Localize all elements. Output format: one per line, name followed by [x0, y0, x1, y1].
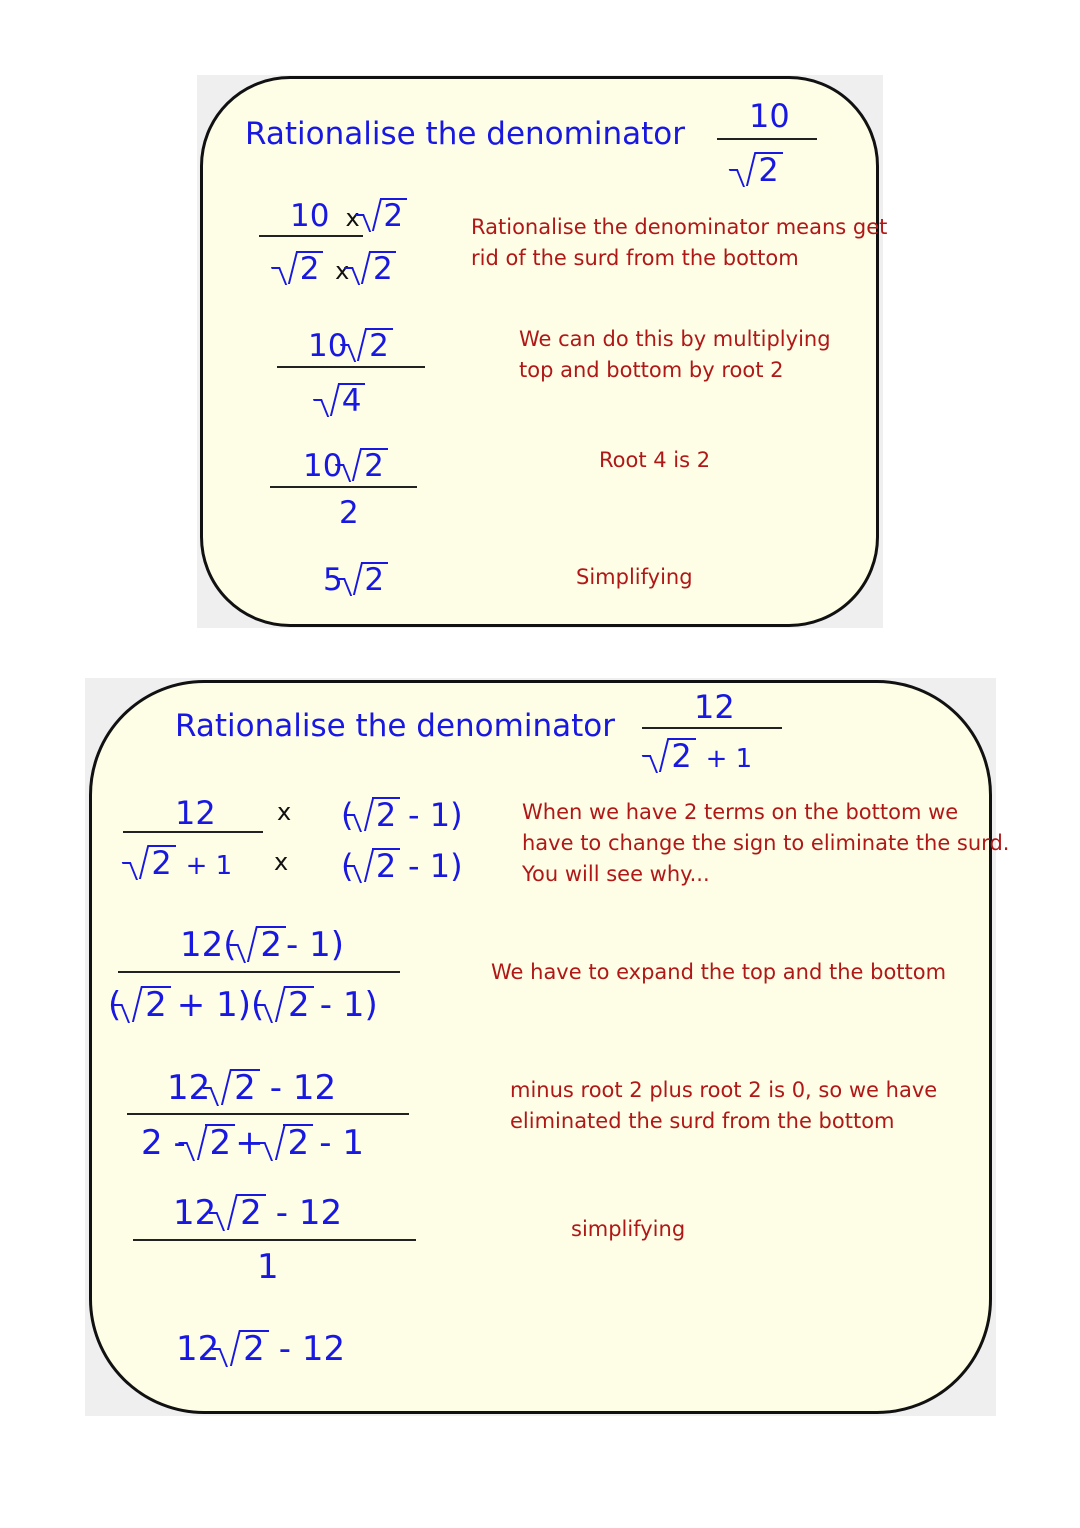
example-2-title: Rationalise the denominator [175, 708, 615, 744]
ex2-step4-denominator: 1 [257, 1247, 279, 1287]
ex1-problem-denominator: 2 [736, 152, 783, 188]
ex2-step1-multiplier-top: ( 2 - 1) [341, 796, 463, 834]
ex2-step1-multiplier-bottom: ( 2 - 1) [341, 847, 463, 885]
ex1-note-1a: Rationalise the denominator means get [471, 215, 888, 239]
ex1-note-4: Simplifying [576, 565, 693, 589]
ex2-step2-denominator: ( 2 + 1)( 2 - 1) [108, 985, 378, 1025]
ex1-note-2a: We can do this by multiplying [519, 327, 831, 351]
ex2-step1-times-bottom: x [274, 848, 289, 876]
ex2-step1-denominator: 2 + 1 [129, 845, 232, 881]
ex2-problem-bar [642, 727, 782, 729]
ex1-step2-denominator: 4 [320, 383, 365, 418]
ex2-step1-times-top: x [277, 798, 292, 826]
ex2-note-1a: When we have 2 terms on the bottom we [522, 800, 959, 824]
ex1-note-3: Root 4 is 2 [599, 448, 711, 472]
ex1-note-1b: rid of the surd from the bottom [471, 246, 799, 270]
ex1-step1-numerator: 10 x 2 [290, 198, 407, 233]
ex1-step2-numerator: 10 2 [308, 328, 393, 363]
ex2-step4-numerator: 12 2 - 12 [173, 1193, 343, 1233]
ex2-note-3b: eliminated the surd from the bottom [510, 1109, 895, 1133]
ex1-step1-denominator: 2 x 2 [278, 251, 396, 286]
ex1-step3-denominator: 2 [339, 495, 359, 531]
ex2-step3-numerator: 12 2 - 12 [167, 1068, 337, 1108]
ex1-step2-bar [277, 366, 425, 368]
ex2-step4-bar [133, 1239, 416, 1241]
ex2-step1-numerator: 12 [175, 794, 216, 832]
example-1-title: Rationalise the denominator [245, 116, 685, 152]
ex2-step1-bar [123, 831, 263, 833]
ex2-note-3a: minus root 2 plus root 2 is 0, so we have [510, 1078, 938, 1102]
ex1-step4-result: 5 2 [323, 562, 388, 597]
ex2-problem-denominator: 2 + 1 [649, 738, 752, 774]
ex2-problem-numerator: 12 [694, 688, 735, 726]
ex2-note-1b: have to change the sign to eliminate the surd. [522, 831, 1010, 855]
ex2-note-4: simplifying [571, 1217, 686, 1241]
ex1-note-2b: top and bottom by root 2 [519, 358, 784, 382]
ex1-problem-numerator: 10 [749, 97, 790, 135]
ex2-step2-numerator: 12( 2 - 1) [180, 925, 345, 965]
ex1-step1-bar [259, 235, 363, 237]
ex2-note-2: We have to expand the top and the bottom [491, 960, 947, 984]
ex2-step2-bar [118, 971, 400, 973]
ex2-step5-result: 12 2 - 12 [176, 1329, 346, 1369]
ex1-step3-numerator: 10 2 [303, 448, 388, 483]
ex1-problem-bar [717, 138, 817, 140]
ex2-step3-bar [127, 1113, 409, 1115]
ex2-note-1c: You will see why... [522, 862, 710, 886]
example-2-card [89, 680, 992, 1414]
ex2-step3-denominator: 2 - 2 + 2 - 1 [141, 1123, 364, 1163]
ex1-step3-bar [270, 486, 417, 488]
